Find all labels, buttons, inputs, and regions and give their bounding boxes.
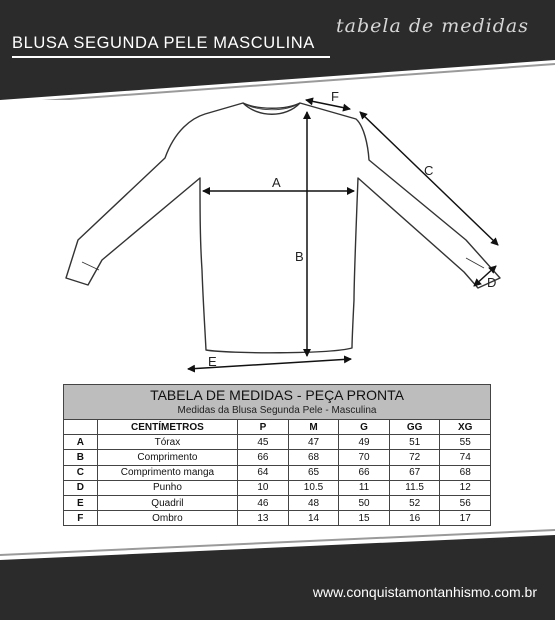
dimension-f-label: F [331, 89, 339, 104]
row-measure: Punho [97, 480, 237, 495]
cell-value: 45 [238, 435, 289, 450]
dimension-b-label: B [295, 249, 304, 264]
cell-value: 13 [238, 511, 289, 526]
row-measure: Tórax [97, 435, 237, 450]
page-title: BLUSA SEGUNDA PELE MASCULINA [12, 34, 315, 52]
dimension-a-label: A [272, 175, 281, 190]
cell-value: 49 [339, 435, 390, 450]
cell-value: 11.5 [389, 480, 440, 495]
cell-value: 46 [238, 495, 289, 510]
table-title: TABELA DE MEDIDAS - PEÇA PRONTA [150, 387, 404, 403]
dimension-c-label: C [424, 163, 434, 178]
cell-value: 16 [389, 511, 440, 526]
cell-value: 12 [440, 480, 491, 495]
cell-value: 52 [389, 495, 440, 510]
header-cell: XG [440, 420, 491, 435]
cell-value: 50 [339, 495, 390, 510]
cell-value: 14 [288, 511, 339, 526]
cell-value: 47 [288, 435, 339, 450]
row-letter: A [64, 435, 98, 450]
cell-value: 15 [339, 511, 390, 526]
cell-value: 74 [440, 450, 491, 465]
cell-value: 51 [389, 435, 440, 450]
cell-value: 68 [440, 465, 491, 480]
cell-value: 72 [389, 450, 440, 465]
cell-value: 64 [238, 465, 289, 480]
cell-value: 65 [288, 465, 339, 480]
row-letter: C [64, 465, 98, 480]
cell-value: 66 [339, 465, 390, 480]
row-measure: Comprimento [97, 450, 237, 465]
footer-website-link[interactable]: www.conquistamontanhismo.com.br [312, 584, 537, 600]
cell-value: 55 [440, 435, 491, 450]
header-cell: GG [389, 420, 440, 435]
row-letter: E [64, 495, 98, 510]
row-letter: B [64, 450, 98, 465]
cell-value: 70 [339, 450, 390, 465]
header-cell: P [238, 420, 289, 435]
dimension-d-label: D [487, 275, 497, 290]
dimension-e-label: E [208, 354, 217, 369]
cell-value: 56 [440, 495, 491, 510]
row-measure: Comprimento manga [97, 465, 237, 480]
cell-value: 17 [440, 511, 491, 526]
cell-value: 67 [389, 465, 440, 480]
row-measure: Ombro [97, 511, 237, 526]
header-cell: M [288, 420, 339, 435]
header-cell: G [339, 420, 390, 435]
cell-value: 48 [288, 495, 339, 510]
cell-value: 11 [339, 480, 390, 495]
script-tagline: tabela de medidas [336, 15, 530, 37]
table-subtitle: Medidas da Blusa Segunda Pele - Masculina [177, 405, 377, 416]
row-measure: Quadril [97, 495, 237, 510]
row-letter: D [64, 480, 98, 495]
cell-value: 10.5 [288, 480, 339, 495]
cell-value: 68 [288, 450, 339, 465]
cell-value: 66 [238, 450, 289, 465]
cell-value: 10 [238, 480, 289, 495]
row-letter: F [64, 511, 98, 526]
header-cell: CENTÍMETROS [97, 420, 237, 435]
